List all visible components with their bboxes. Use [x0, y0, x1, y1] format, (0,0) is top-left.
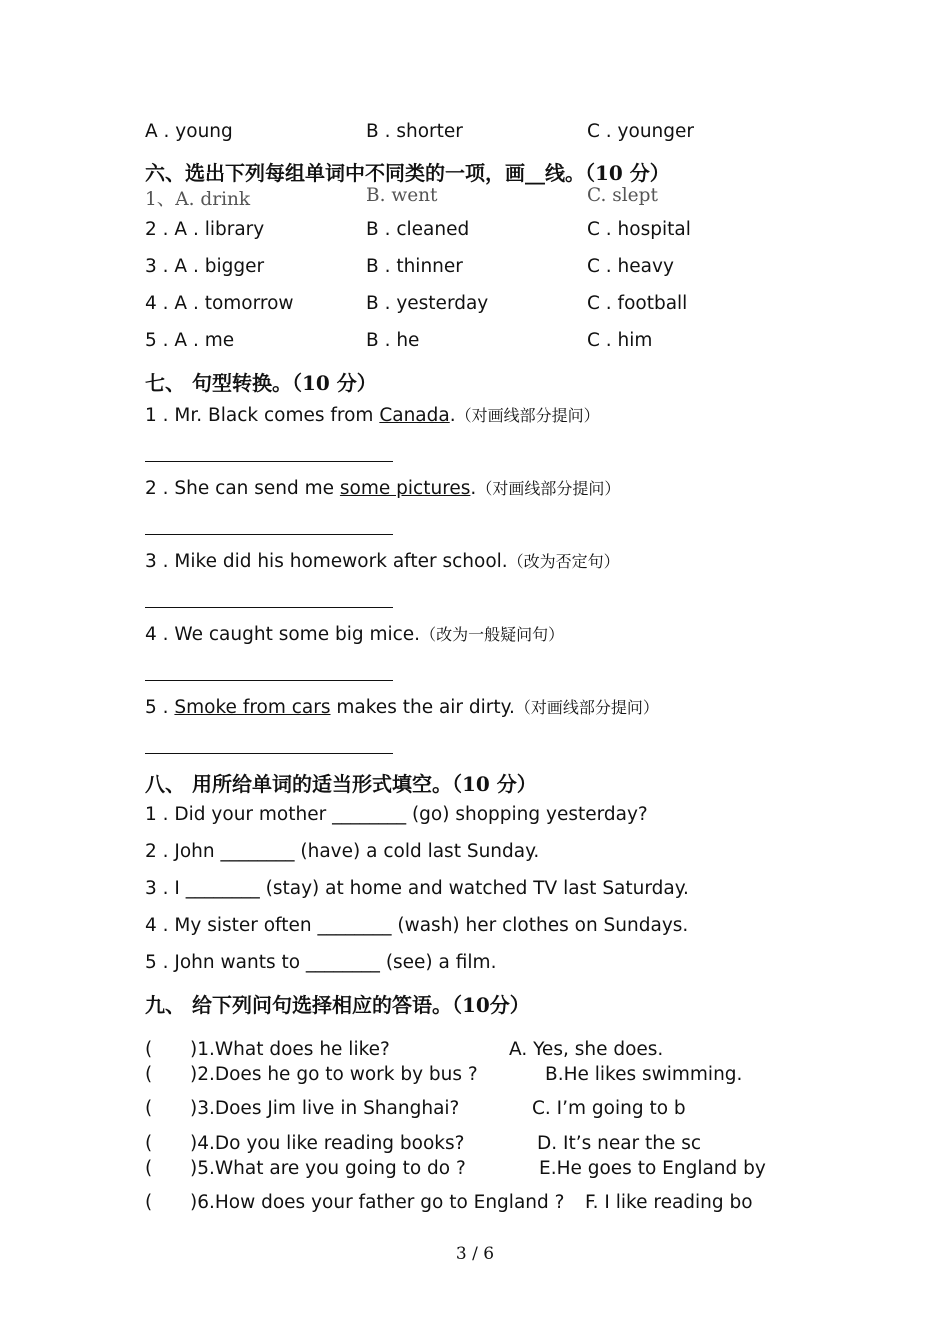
s7-underlined-text: Smoke from cars [174, 697, 331, 718]
s8-item-2: 2 . John ________ (have) a cold last Sunday. [145, 841, 540, 862]
s9-question-1: )1.What does he like? [190, 1039, 390, 1060]
s9-question-2: )2.Does he go to work by bus ? [190, 1064, 478, 1085]
s7-item-text: 4 . We caught some big mice. [145, 624, 421, 645]
s6-row2-b: B . cleaned [366, 219, 470, 240]
answer-bracket[interactable]: ( [145, 1064, 153, 1085]
s6-row2-c: C . hospital [587, 219, 691, 240]
s7-item-4 [145, 622, 564, 645]
s8-item-4: 4 . My sister often ________ (wash) her clothes on Sundays. [145, 915, 689, 936]
s7-item-instruction: （对画线部分提问） [455, 406, 600, 425]
s7-item-text-end: makes the air dirty. [330, 697, 515, 718]
s6-row4-b: B . yesterday [366, 293, 489, 314]
s7-item-2 [145, 476, 620, 499]
s9-question-6: )6.How does your father go to England ? [190, 1192, 565, 1213]
section7-title: 七、 句型转换。（10 分） [145, 371, 377, 395]
answer-line[interactable] [145, 461, 393, 462]
s9-answer-d: D. It’s near the sc [537, 1133, 702, 1154]
option-b: B . shorter [366, 121, 463, 142]
s7-item-text: 3 . Mike did his homework after school. [145, 551, 508, 572]
s7-item-text-end: . [449, 405, 456, 426]
section6-title: 六、选出下列每组单词中不同类的一项，画__线。（10 分） [145, 161, 670, 185]
answer-bracket[interactable]: ( [145, 1192, 153, 1213]
s6-row5-b: B . he [366, 330, 420, 351]
page-number: 3 / 6 [455, 1244, 495, 1264]
s7-underlined-text: Canada [379, 405, 450, 426]
s8-item-1: 1 . Did your mother ________ (go) shopping yesterday? [145, 804, 648, 825]
s8-item-3: 3 . I ________ (stay) at home and watched TV last Saturday. [145, 878, 689, 899]
s9-answer-f: F. I like reading bo [585, 1192, 753, 1213]
s6-row3-c: C . heavy [587, 256, 674, 277]
s7-item-instruction: （改为一般疑问句） [420, 625, 565, 644]
s6-row2-a: 2 . A . library [145, 219, 265, 240]
s9-answer-e: E.He goes to England by [539, 1158, 766, 1179]
s6-row4-a: 4 . A . tomorrow [145, 293, 294, 314]
s6-row1-b: B. went [366, 185, 438, 206]
s7-underlined-text: some pictures [339, 478, 471, 499]
s9-question-4: )4.Do you like reading books? [190, 1133, 465, 1154]
option-a: A . young [145, 121, 233, 142]
s7-item-3 [145, 549, 620, 572]
s7-item-text: 5 . [145, 697, 175, 718]
section9-title: 九、 给下列问句选择相应的答语。（10分） [145, 993, 530, 1017]
s9-answer-c: C. I’m going to b [532, 1098, 686, 1119]
section8-title: 八、 用所给单词的适当形式填空。（10 分） [145, 772, 537, 796]
answer-bracket[interactable]: ( [145, 1039, 153, 1060]
s7-item-5 [145, 695, 659, 718]
s9-answer-b: B.He likes swimming. [545, 1064, 743, 1085]
s6-row1-a: 1、A. drink [145, 189, 251, 210]
s6-row1-c: C. slept [587, 185, 658, 206]
answer-line[interactable] [145, 753, 393, 754]
s6-row4-c: C . football [587, 293, 688, 314]
s7-item-text: 1 . Mr. Black comes from [145, 405, 380, 426]
s9-question-5: )5.What are you going to do ? [190, 1158, 466, 1179]
s9-answer-a: A. Yes, she does. [509, 1039, 664, 1060]
s9-question-3: )3.Does Jim live in Shanghai? [190, 1098, 460, 1119]
s6-row3-b: B . thinner [366, 256, 463, 277]
s6-row3-a: 3 . A . bigger [145, 256, 265, 277]
answer-line[interactable] [145, 680, 393, 681]
s6-row5-c: C . him [587, 330, 653, 351]
s7-item-instruction: （对画线部分提问） [514, 698, 659, 717]
s7-item-text-end: . [470, 478, 477, 499]
option-c: C . younger [587, 121, 695, 142]
answer-bracket[interactable]: ( [145, 1133, 153, 1154]
answer-line[interactable] [145, 534, 393, 535]
answer-bracket[interactable]: ( [145, 1098, 153, 1119]
answer-line[interactable] [145, 607, 393, 608]
s7-item-text: 2 . She can send me [145, 478, 340, 499]
s6-row5-a: 5 . A . me [145, 330, 235, 351]
s7-item-1 [145, 403, 600, 426]
s7-item-instruction: （改为否定句） [507, 552, 620, 571]
answer-bracket[interactable]: ( [145, 1158, 153, 1179]
s8-item-5: 5 . John wants to ________ (see) a film. [145, 952, 497, 973]
s7-item-instruction: （对画线部分提问） [476, 479, 621, 498]
